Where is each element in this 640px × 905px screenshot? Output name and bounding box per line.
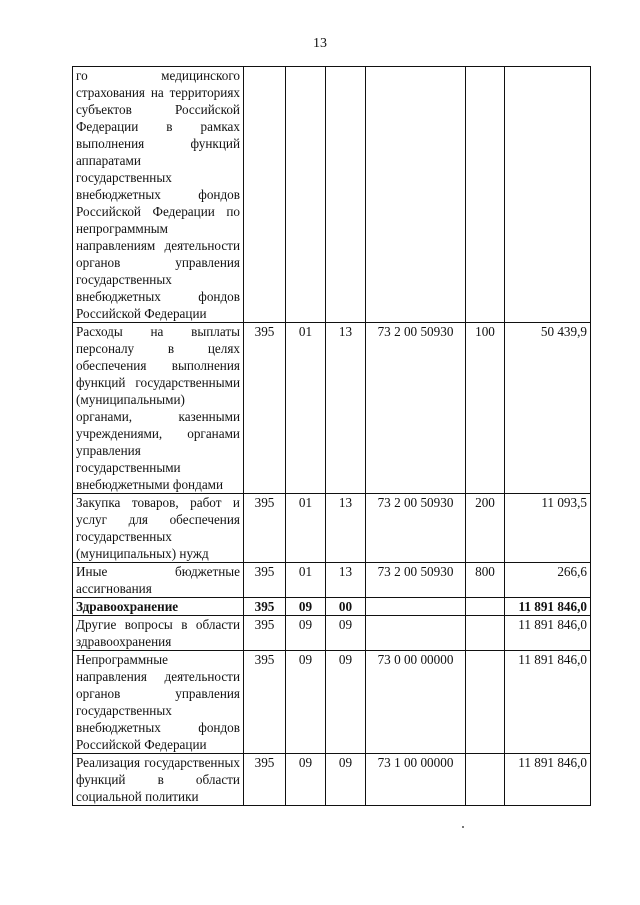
- row-expense-type: [466, 754, 505, 806]
- row-expense-type: [466, 598, 505, 616]
- row-name: Закупка товаров, работ и услуг для обеспечения государственных (муниципальных) нужд: [73, 494, 244, 563]
- table-row: [73, 651, 591, 754]
- row-amount: 11 891 846,0: [505, 651, 591, 754]
- row-section-code: 09: [286, 598, 326, 616]
- row-name: Иные бюджетные ассигнования: [73, 563, 244, 598]
- table-row: [73, 494, 591, 563]
- row-expense-type: [466, 651, 505, 754]
- scan-speck: [462, 826, 464, 828]
- row-amount: 266,6: [505, 563, 591, 598]
- row-admin-code: 395: [244, 616, 286, 651]
- row-amount: 11 093,5: [505, 494, 591, 563]
- row-section-code: [286, 67, 326, 323]
- row-amount: 11 891 846,0: [505, 754, 591, 806]
- row-expense-type: [466, 616, 505, 651]
- row-amount: [505, 67, 591, 323]
- row-admin-code: [244, 67, 286, 323]
- row-amount: 50 439,9: [505, 323, 591, 494]
- row-name: Реализация государственных функций в области социальной политики: [73, 754, 244, 806]
- table-row-section-total: [73, 598, 591, 616]
- row-admin-code: 395: [244, 563, 286, 598]
- row-expense-type: 200: [466, 494, 505, 563]
- row-name: Непрограммные направления деятельности органов управления государственных внебюджетных фондов Российской Федерации: [73, 651, 244, 754]
- table-row: [73, 754, 591, 806]
- table-row: [73, 67, 591, 323]
- row-name: Другие вопросы в области здравоохранения: [73, 616, 244, 651]
- row-name: Расходы на выплаты персоналу в целях обеспечения выполнения функций государственными (муниципальными) органами, казенными учреждениями, органами управления государственными внебюджетными фондами: [73, 323, 244, 494]
- row-amount: 11 891 846,0: [505, 616, 591, 651]
- row-section-code: 01: [286, 323, 326, 494]
- row-section-code: 09: [286, 616, 326, 651]
- row-admin-code: 395: [244, 651, 286, 754]
- row-admin-code: 395: [244, 323, 286, 494]
- row-section-code: 09: [286, 651, 326, 754]
- row-admin-code: 395: [244, 494, 286, 563]
- row-target-code: [366, 598, 466, 616]
- page-number: 13: [313, 36, 327, 51]
- row-subsection-code: [326, 67, 366, 323]
- row-target-code: 73 2 00 50930: [366, 563, 466, 598]
- row-section-code: 09: [286, 754, 326, 806]
- row-expense-type: 800: [466, 563, 505, 598]
- table-row: [73, 323, 591, 494]
- table-row: [73, 616, 591, 651]
- row-expense-type: [466, 67, 505, 323]
- budget-table: [72, 66, 591, 806]
- row-admin-code: 395: [244, 598, 286, 616]
- row-section-code: 01: [286, 494, 326, 563]
- row-section-code: 01: [286, 563, 326, 598]
- table-body: [73, 67, 591, 806]
- row-subsection-code: 13: [326, 323, 366, 494]
- row-target-code: [366, 67, 466, 323]
- row-target-code: 73 1 00 00000: [366, 754, 466, 806]
- table-row: [73, 563, 591, 598]
- row-name: Здравоохранение: [73, 598, 244, 616]
- row-subsection-code: 09: [326, 616, 366, 651]
- row-subsection-code: 09: [326, 754, 366, 806]
- row-expense-type: 100: [466, 323, 505, 494]
- row-target-code: [366, 616, 466, 651]
- row-amount: 11 891 846,0: [505, 598, 591, 616]
- row-name: го медицинского страхования на территориях субъектов Российской Федерации в рамках выполнения функций аппаратами государственных внебюджетных фондов Российской Федерации по непрограммным направлениям деятельности органов управления государственных внебюджетных фондов Российской Федерации: [73, 67, 244, 323]
- row-target-code: 73 2 00 50930: [366, 323, 466, 494]
- row-admin-code: 395: [244, 754, 286, 806]
- row-target-code: 73 2 00 50930: [366, 494, 466, 563]
- row-subsection-code: 13: [326, 563, 366, 598]
- row-subsection-code: 00: [326, 598, 366, 616]
- row-subsection-code: 09: [326, 651, 366, 754]
- row-subsection-code: 13: [326, 494, 366, 563]
- row-target-code: 73 0 00 00000: [366, 651, 466, 754]
